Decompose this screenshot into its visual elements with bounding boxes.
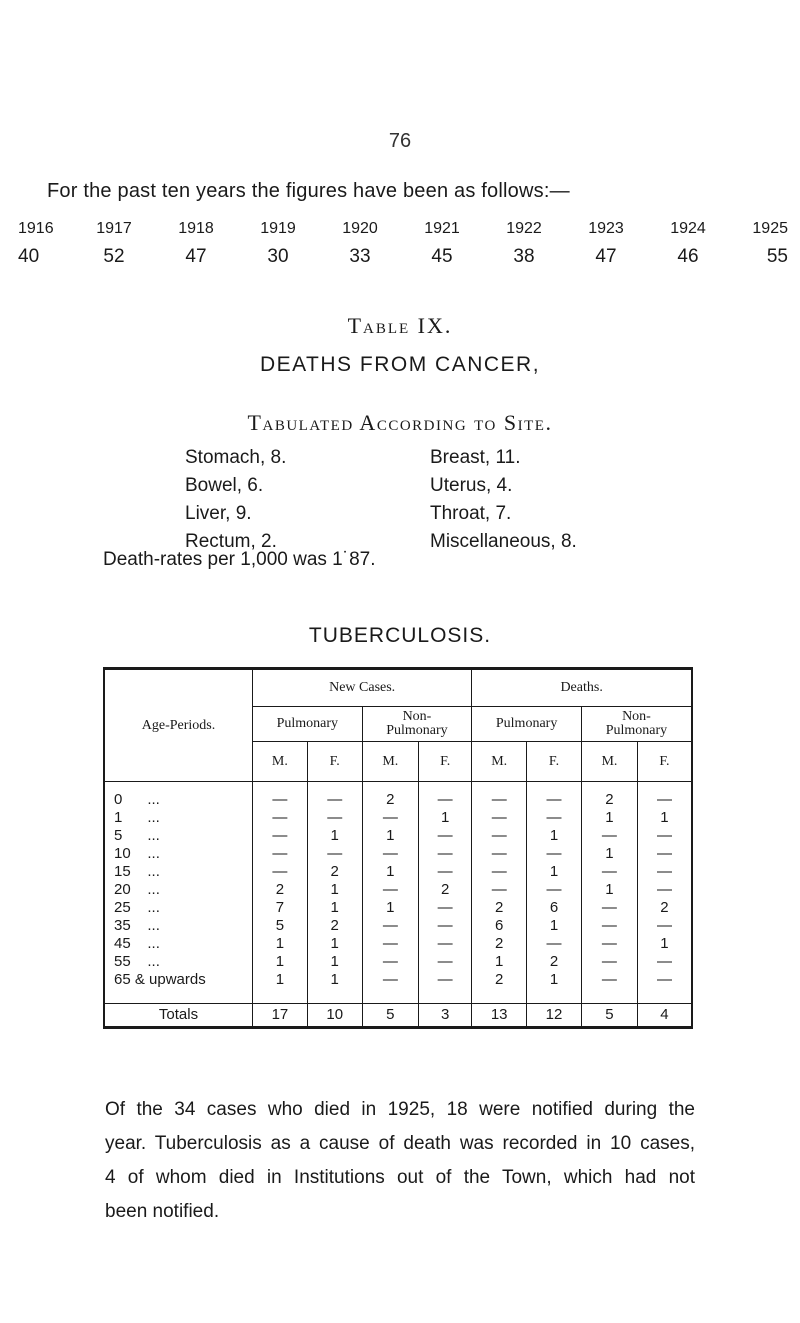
value-cell: 1: [472, 953, 527, 971]
value-cell: 1: [581, 881, 637, 899]
value-cell: 1: [307, 881, 362, 899]
cancer-sites: [185, 447, 685, 553]
value-cell: 1: [253, 953, 308, 971]
count-cell: 52: [103, 246, 125, 267]
value-cell: —: [527, 845, 582, 863]
age-periods-header: Age-Periods.: [104, 669, 253, 782]
site-item: Rectum, 2.: [185, 531, 277, 552]
value-cell: 2: [527, 953, 582, 971]
value-cell: —: [362, 953, 418, 971]
table-row: [104, 809, 692, 827]
value-cell: 1: [581, 845, 637, 863]
table-title: Table IX.: [347, 313, 453, 338]
value-cell: —: [419, 971, 472, 989]
value-cell: 1: [527, 827, 582, 845]
male-header: M.: [362, 742, 418, 782]
female-header: F.: [527, 742, 582, 782]
value-cell: —: [472, 791, 527, 809]
year-cell: 1917: [96, 220, 132, 237]
value-cell: 1: [637, 809, 692, 827]
value-cell: 2: [637, 899, 692, 917]
value-cell: —: [581, 899, 637, 917]
value-cell: 2: [472, 899, 527, 917]
value-cell: —: [527, 935, 582, 953]
value-cell: 2: [581, 791, 637, 809]
value-cell: —: [419, 791, 472, 809]
table-row: [104, 845, 692, 863]
female-header: F.: [307, 742, 362, 782]
year-cell: 1922: [506, 220, 542, 237]
value-cell: —: [253, 827, 308, 845]
age-period-cell: 45 ...: [104, 935, 253, 953]
value-cell: —: [472, 809, 527, 827]
table-row: [104, 899, 692, 917]
value-cell: 1: [307, 827, 362, 845]
female-header: F.: [419, 742, 472, 782]
value-cell: —: [637, 971, 692, 989]
closing-line: been notified.: [105, 1201, 220, 1222]
value-cell: —: [637, 917, 692, 935]
non-pulmonary-header: [362, 707, 472, 742]
value-cell: —: [253, 863, 308, 881]
total-value-cell: 12: [527, 1004, 582, 1028]
site-item: Miscellaneous, 8.: [430, 531, 577, 552]
site-item: Breast, 11.: [430, 447, 521, 468]
non-pulmonary-line-1: Non-: [622, 709, 651, 724]
total-value-cell: 5: [362, 1004, 418, 1028]
value-cell: —: [419, 863, 472, 881]
value-cell: —: [253, 809, 308, 827]
value-cell: —: [253, 791, 308, 809]
age-period-cell: 15 ...: [104, 863, 253, 881]
age-period-cell: 25 ...: [104, 899, 253, 917]
count-cell: 46: [677, 246, 699, 267]
age-period-cell: 0 ...: [104, 791, 253, 809]
value-cell: —: [362, 935, 418, 953]
value-cell: —: [362, 917, 418, 935]
value-cell: 1: [253, 971, 308, 989]
value-cell: 2: [362, 791, 418, 809]
age-period-cell: 10 ...: [104, 845, 253, 863]
value-cell: —: [581, 917, 637, 935]
value-cell: —: [419, 845, 472, 863]
new-cases-header: New Cases.: [253, 669, 472, 707]
value-cell: —: [637, 827, 692, 845]
value-cell: —: [581, 953, 637, 971]
value-cell: 1: [307, 953, 362, 971]
value-cell: —: [581, 935, 637, 953]
value-cell: —: [472, 863, 527, 881]
value-cell: —: [637, 791, 692, 809]
value-cell: —: [419, 827, 472, 845]
non-pulmonary-line-2: Pulmonary: [605, 723, 668, 738]
value-cell: —: [637, 863, 692, 881]
closing-line: 4 of whom died in Institutions out of the Town, which had not: [105, 1167, 695, 1188]
count-cell: 30: [267, 246, 289, 267]
page-number: 76: [388, 130, 412, 152]
totals-row: [104, 1004, 692, 1028]
female-header: F.: [637, 742, 692, 782]
pulmonary-header: Pulmonary: [472, 707, 582, 742]
tuberculosis-heading: TUBERCULOSIS.: [308, 624, 492, 647]
non-pulmonary-line-1: Non-: [402, 709, 432, 724]
value-cell: —: [419, 953, 472, 971]
age-period-cell: 35 ...: [104, 917, 253, 935]
count-cell: 55: [766, 246, 788, 267]
value-cell: —: [527, 881, 582, 899]
counts-row: [18, 246, 788, 268]
value-cell: 1: [307, 935, 362, 953]
year-cell: 1923: [588, 220, 624, 237]
years-row: [18, 220, 788, 238]
site-item: Uterus, 4.: [430, 475, 513, 496]
value-cell: —: [362, 881, 418, 899]
value-cell: —: [527, 809, 582, 827]
closing-line: year. Tuberculosis as a cause of death was recorded in 10 cases,: [105, 1133, 695, 1154]
closing-line: Of the 34 cases who died in 1925, 18 were notified during the: [105, 1099, 695, 1120]
value-cell: 1: [527, 971, 582, 989]
count-cell: 40: [18, 246, 40, 267]
table-row: [104, 953, 692, 971]
site-item: Bowel, 6.: [185, 475, 264, 496]
value-cell: —: [581, 971, 637, 989]
table-row: [104, 917, 692, 935]
table-row: [104, 971, 692, 989]
male-header: M.: [581, 742, 637, 782]
tuberculosis-table: [103, 667, 693, 1029]
total-value-cell: 3: [419, 1004, 472, 1028]
age-period-cell: 20 ...: [104, 881, 253, 899]
age-period-cell: 1 ...: [104, 809, 253, 827]
table-row: [104, 791, 692, 809]
table-row: [104, 935, 692, 953]
count-cell: 45: [431, 246, 453, 267]
value-cell: —: [307, 809, 362, 827]
value-cell: 2: [307, 863, 362, 881]
total-value-cell: 4: [637, 1004, 692, 1028]
value-cell: 1: [307, 971, 362, 989]
closing-paragraph: [105, 1093, 695, 1229]
value-cell: —: [419, 899, 472, 917]
value-cell: —: [637, 881, 692, 899]
value-cell: 2: [472, 935, 527, 953]
total-value-cell: 5: [581, 1004, 637, 1028]
total-value-cell: 13: [472, 1004, 527, 1028]
non-pulmonary-header: [581, 707, 692, 742]
year-cell: 1920: [342, 220, 378, 237]
value-cell: —: [362, 845, 418, 863]
site-item: Throat, 7.: [430, 503, 512, 524]
totals-label: Totals: [104, 1004, 253, 1028]
value-cell: —: [637, 845, 692, 863]
value-cell: 1: [527, 863, 582, 881]
value-cell: —: [419, 917, 472, 935]
value-cell: 1: [362, 827, 418, 845]
site-item: Stomach, 8.: [185, 447, 287, 468]
value-cell: —: [472, 827, 527, 845]
year-cell: 1925: [752, 220, 788, 237]
year-cell: 1919: [260, 220, 296, 237]
value-cell: 1: [362, 863, 418, 881]
value-cell: 7: [253, 899, 308, 917]
year-cell: 1916: [18, 220, 54, 237]
value-cell: 1: [307, 899, 362, 917]
value-cell: 2: [419, 881, 472, 899]
age-period-cell: 65 & upwards: [104, 971, 253, 989]
value-cell: —: [637, 953, 692, 971]
value-cell: 1: [637, 935, 692, 953]
table-row: [104, 881, 692, 899]
age-period-cell: 55 ...: [104, 953, 253, 971]
total-value-cell: 10: [307, 1004, 362, 1028]
year-cell: 1918: [178, 220, 214, 237]
value-cell: —: [307, 791, 362, 809]
pulmonary-header: Pulmonary: [253, 707, 363, 742]
value-cell: 6: [472, 917, 527, 935]
value-cell: —: [527, 791, 582, 809]
year-cell: 1924: [670, 220, 706, 237]
value-cell: 5: [253, 917, 308, 935]
site-item: Liver, 9.: [185, 503, 252, 524]
non-pulmonary-line-2: Pulmonary: [386, 723, 448, 738]
value-cell: —: [253, 845, 308, 863]
cancer-heading: DEATHS FROM CANCER,: [259, 353, 541, 376]
value-cell: 6: [527, 899, 582, 917]
table-row: [104, 863, 692, 881]
deaths-header: Deaths.: [472, 669, 692, 707]
value-cell: —: [472, 881, 527, 899]
intro-text: For the past ten years the figures have been as follows:—: [47, 180, 570, 202]
count-cell: 47: [185, 246, 207, 267]
value-cell: 1: [362, 899, 418, 917]
site-heading: Tabulated According to Site.: [247, 410, 553, 435]
death-rate-text: Death-rates per 1,000 was 1˙87.: [103, 549, 376, 570]
value-cell: —: [362, 971, 418, 989]
value-cell: 1: [581, 809, 637, 827]
count-cell: 38: [513, 246, 535, 267]
male-header: M.: [472, 742, 527, 782]
value-cell: —: [581, 827, 637, 845]
value-cell: —: [362, 809, 418, 827]
value-cell: 1: [419, 809, 472, 827]
value-cell: —: [581, 863, 637, 881]
age-period-cell: 5 ...: [104, 827, 253, 845]
male-header: M.: [253, 742, 308, 782]
count-cell: 47: [595, 246, 617, 267]
table-row: [104, 827, 692, 845]
value-cell: —: [419, 935, 472, 953]
value-cell: 1: [253, 935, 308, 953]
total-value-cell: 17: [253, 1004, 308, 1028]
count-cell: 33: [349, 246, 371, 267]
value-cell: 2: [472, 971, 527, 989]
value-cell: —: [307, 845, 362, 863]
year-cell: 1921: [424, 220, 460, 237]
value-cell: 1: [527, 917, 582, 935]
value-cell: —: [472, 845, 527, 863]
value-cell: 2: [253, 881, 308, 899]
value-cell: 2: [307, 917, 362, 935]
